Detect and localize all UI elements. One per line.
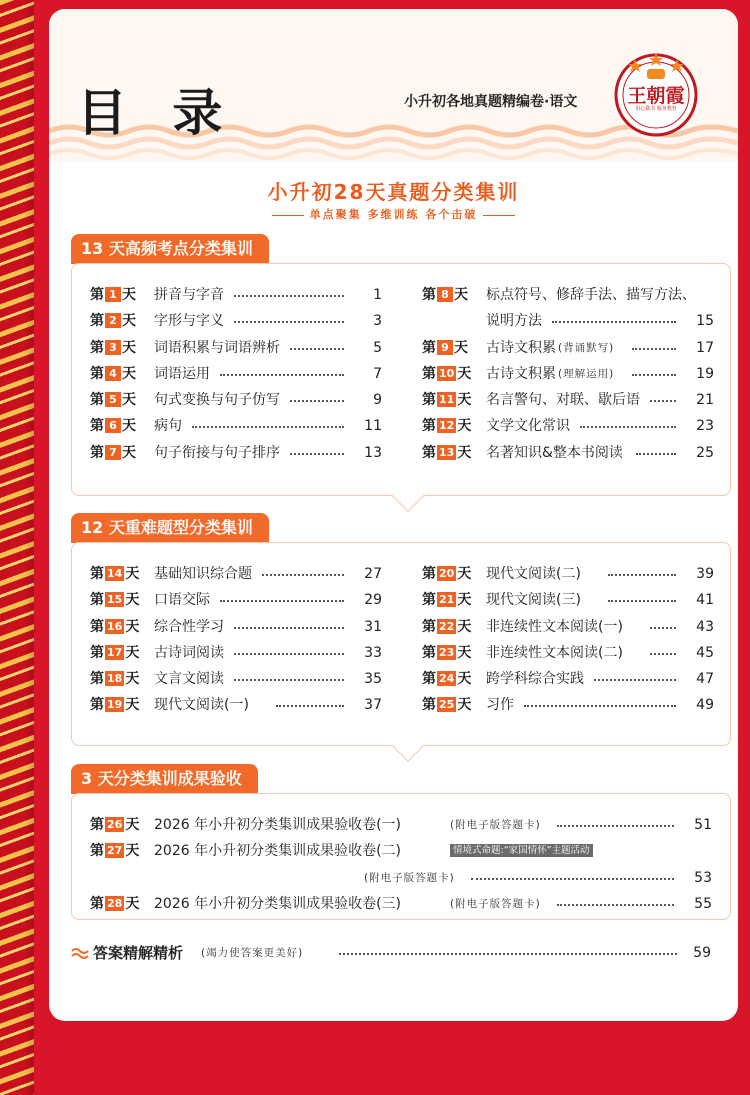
day-prefix: 第 — [422, 592, 436, 609]
day-label — [90, 308, 136, 334]
day-prefix: 第 — [422, 339, 436, 356]
toc-row — [90, 440, 382, 466]
day-number: 27 — [107, 844, 123, 858]
leader-dots — [650, 627, 676, 629]
day-number: 8 — [437, 287, 453, 302]
day-label — [90, 387, 136, 413]
page-number: 35 — [364, 671, 382, 688]
day-suffix: 天 — [125, 843, 140, 860]
topic-title: 句式变换与句子仿写 — [154, 392, 280, 409]
day-suffix: 天 — [457, 618, 472, 635]
day-prefix: 第 — [90, 895, 104, 912]
leader-dots — [192, 426, 344, 428]
page-number: 13 — [364, 444, 382, 461]
toc-row — [422, 692, 714, 718]
section-1-left-column — [90, 282, 382, 466]
logo-text: 王朝霞 — [627, 85, 685, 107]
leader-dots — [290, 348, 344, 350]
leader-dots — [234, 627, 344, 629]
day-prefix: 第 — [90, 671, 104, 688]
page-number: 15 — [696, 313, 714, 330]
toc-row — [422, 640, 714, 666]
topic-note: (附电子版答题卡) — [364, 871, 455, 884]
day-number: 5 — [105, 392, 121, 407]
toc-row — [90, 812, 712, 838]
topic-title: 2026 年小升初分类集训成果验收卷(一) — [154, 817, 402, 833]
day-number: 6 — [105, 418, 121, 433]
day-number: 11 — [439, 393, 455, 407]
answers-note: (竭力使答案更美好) — [201, 947, 304, 959]
leader-dots — [234, 653, 344, 655]
day-number: 13 — [439, 445, 455, 459]
day-prefix: 第 — [422, 644, 436, 661]
section-2-box — [71, 542, 731, 746]
topic-title: 基础知识综合题 — [154, 566, 252, 582]
page-number: 43 — [696, 618, 714, 635]
section-2-right-column — [422, 561, 714, 719]
topic-title: 句子衔接与句子排序 — [154, 444, 280, 461]
leader-dots — [636, 453, 676, 455]
day-suffix: 天 — [454, 287, 468, 303]
day-number: 2 — [105, 313, 121, 328]
day-label — [422, 282, 468, 308]
day-label — [90, 838, 139, 864]
leader-dots — [557, 825, 674, 827]
day-label — [90, 640, 139, 666]
day-prefix: 第 — [422, 444, 436, 461]
day-number: 22 — [439, 619, 455, 633]
leader-dots — [632, 374, 676, 376]
page-number: 45 — [696, 644, 714, 661]
topic-title: 非连续性文本阅读(二) — [486, 644, 623, 661]
page-title: 目 录 — [77, 84, 237, 142]
day-suffix: 天 — [122, 418, 136, 435]
section-3-rows — [90, 812, 712, 917]
toc-row — [422, 666, 714, 692]
toc-row — [422, 335, 714, 361]
leader-dots — [471, 878, 674, 880]
leader-dots — [234, 679, 344, 681]
day-number: 15 — [107, 593, 123, 607]
toc-row — [422, 561, 714, 587]
day-prefix: 第 — [422, 566, 436, 582]
topic-title: 词语运用 — [154, 365, 210, 382]
topic-title: 现代文阅读(二) — [486, 566, 581, 582]
toc-row — [90, 692, 382, 718]
leader-dots — [220, 600, 344, 602]
page-number: 3 — [373, 313, 382, 330]
box-notch — [391, 728, 425, 762]
day-label — [422, 361, 471, 387]
day-label — [90, 614, 139, 640]
day-label — [90, 812, 139, 838]
day-suffix: 天 — [122, 392, 136, 409]
topic-title: 名著知识&整本书阅读 — [486, 444, 623, 461]
toc-row — [90, 640, 382, 666]
topic-note: (附电子版答题卡) — [450, 897, 541, 910]
series-name: 小升初各地真题精编卷·语文 — [404, 94, 578, 110]
leader-dots — [580, 426, 676, 428]
day-label — [422, 614, 471, 640]
toc-row — [90, 614, 382, 640]
day-prefix: 第 — [90, 592, 104, 609]
toc-row — [90, 361, 382, 387]
section-2-left-column — [90, 561, 382, 719]
day-suffix: 天 — [457, 365, 472, 382]
answers-page: 59 — [693, 945, 711, 961]
day-prefix: 第 — [422, 671, 436, 688]
day-number: 14 — [107, 567, 123, 580]
page-number: 53 — [694, 869, 712, 886]
leader-dots — [650, 653, 676, 655]
page-number: 47 — [696, 671, 714, 688]
publisher-logo — [611, 47, 701, 139]
day-prefix: 第 — [90, 644, 104, 661]
day-number: 3 — [105, 340, 121, 355]
day-label — [422, 666, 471, 692]
toc-row — [422, 361, 714, 387]
section-1-box — [71, 263, 731, 496]
day-number: 20 — [439, 567, 455, 580]
day-label — [90, 413, 136, 439]
toc-row — [90, 587, 382, 613]
decorative-stripes — [0, 0, 34, 1095]
logo-subtext: 用心做书 服务教育 — [635, 106, 677, 112]
page-number: 31 — [364, 618, 382, 635]
section-3-box — [71, 793, 731, 920]
day-label — [90, 891, 139, 917]
leader-dots — [557, 904, 674, 906]
day-prefix: 第 — [90, 339, 104, 356]
leader-dots — [276, 705, 344, 707]
day-number: 4 — [105, 366, 121, 381]
day-prefix: 第 — [422, 618, 436, 635]
topic-title: 口语交际 — [154, 592, 210, 609]
topic-title: 拼音与字音 — [154, 287, 224, 303]
answers-title: 答案精解精析 — [93, 944, 184, 962]
topic-title: 词语积累与词语辨析 — [154, 339, 280, 356]
page-number: 9 — [373, 392, 382, 409]
day-suffix: 天 — [457, 697, 472, 714]
toc-row — [422, 387, 714, 413]
page-number: 23 — [696, 418, 714, 435]
topic-title: 文言文阅读 — [154, 671, 224, 688]
toc-row — [90, 865, 712, 891]
page-number: 49 — [696, 697, 714, 714]
topic-note: (背诵默写) — [558, 341, 615, 354]
page-number: 17 — [696, 339, 714, 356]
day-number: 12 — [439, 419, 455, 433]
day-number: 9 — [437, 340, 453, 355]
day-label — [90, 282, 136, 308]
day-number: 19 — [107, 698, 123, 712]
toc-row — [422, 440, 714, 466]
page-number: 39 — [696, 566, 714, 582]
topic-title: 标点符号、修辞手法、描写方法、 — [486, 287, 696, 303]
scenario-badge: 情境式命题:“家国情怀”主题活动 — [450, 844, 593, 857]
toc-row — [90, 282, 382, 308]
day-prefix: 第 — [422, 418, 436, 435]
page-number: 25 — [696, 444, 714, 461]
toc-row — [422, 308, 714, 334]
day-number: 25 — [439, 698, 455, 712]
day-suffix: 天 — [457, 392, 472, 409]
topic-title: 字形与字义 — [154, 313, 224, 330]
leader-dots — [594, 679, 676, 681]
topic-title: 文学文化常识 — [486, 418, 570, 435]
day-suffix: 天 — [122, 313, 136, 330]
topic-title: 习作 — [486, 697, 514, 714]
topic-title: 2026 年小升初分类集训成果验收卷(二) — [154, 843, 402, 860]
leader-dots — [524, 705, 676, 707]
page-number: 1 — [373, 287, 382, 303]
leader-dots — [234, 295, 344, 297]
page-number: 5 — [373, 339, 382, 356]
leader-dots — [290, 400, 344, 402]
wave-icon — [71, 947, 89, 959]
topic-title: 名言警句、对联、歇后语 — [486, 392, 640, 409]
day-suffix: 天 — [457, 592, 472, 609]
day-prefix: 第 — [90, 365, 104, 382]
page-number: 11 — [364, 418, 382, 435]
day-prefix: 第 — [422, 392, 436, 409]
day-prefix: 第 — [90, 697, 104, 714]
leader-dots — [262, 574, 344, 576]
day-prefix: 第 — [90, 817, 104, 833]
day-label — [422, 692, 471, 718]
day-prefix: 第 — [90, 843, 104, 860]
day-number: 18 — [107, 672, 123, 686]
toc-row — [90, 308, 382, 334]
day-suffix: 天 — [122, 287, 136, 303]
day-prefix: 第 — [90, 313, 104, 330]
day-label — [422, 335, 468, 361]
section-1-right-column — [422, 282, 714, 466]
day-label — [422, 413, 471, 439]
day-label — [422, 387, 471, 413]
topic-note: (附电子版答题卡) — [450, 819, 541, 831]
leader-dots — [552, 321, 676, 323]
leader-dots — [220, 374, 344, 376]
toc-row — [90, 838, 712, 864]
day-number: 23 — [439, 645, 455, 659]
leader-dots — [608, 574, 676, 576]
day-suffix: 天 — [457, 671, 472, 688]
main-title: 小升初28天真题分类集训 — [267, 180, 520, 204]
topic-title: 现代文阅读(三) — [486, 592, 581, 609]
day-suffix: 天 — [125, 697, 140, 714]
leader-dots — [339, 953, 677, 955]
leader-dots — [632, 348, 676, 350]
day-label — [90, 440, 136, 466]
day-number: 7 — [105, 445, 121, 460]
page-number: 55 — [694, 895, 712, 912]
leader-dots — [650, 400, 676, 402]
day-suffix: 天 — [125, 644, 140, 661]
topic-title: 2026 年小升初分类集训成果验收卷(三) — [154, 895, 402, 912]
day-suffix: 天 — [454, 339, 468, 356]
topic-title: 病句 — [154, 418, 182, 435]
day-number: 17 — [107, 645, 123, 659]
toc-page — [49, 9, 738, 1021]
toc-row — [90, 335, 382, 361]
day-prefix: 第 — [90, 618, 104, 635]
topic-title: 古诗文积累 — [486, 365, 556, 382]
toc-row — [422, 413, 714, 439]
toc-row — [422, 614, 714, 640]
leader-dots — [290, 453, 344, 455]
topic-title: 跨学科综合实践 — [486, 671, 584, 688]
day-prefix: 第 — [90, 444, 104, 461]
section-2-tag: 12 天重难题型分类集训 — [71, 513, 269, 543]
topic-title: 综合性学习 — [154, 618, 224, 635]
day-prefix: 第 — [90, 392, 104, 409]
day-suffix: 天 — [457, 418, 472, 435]
day-suffix: 天 — [125, 566, 140, 582]
day-number: 21 — [439, 593, 455, 607]
day-number: 28 — [107, 896, 123, 910]
page-number: 27 — [364, 566, 382, 582]
day-prefix: 第 — [90, 287, 104, 303]
topic-title: 古诗文积累 — [486, 339, 556, 356]
day-number: 10 — [439, 366, 455, 380]
day-label — [90, 692, 139, 718]
toc-row — [90, 666, 382, 692]
day-suffix: 天 — [125, 592, 140, 609]
day-label — [422, 440, 471, 466]
day-number: 26 — [107, 818, 123, 831]
toc-row — [422, 282, 714, 308]
day-suffix: 天 — [457, 444, 472, 461]
day-prefix: 第 — [90, 418, 104, 435]
subtitle: 单点聚集 多维训练 各个击破 — [49, 206, 738, 222]
day-suffix: 天 — [122, 444, 136, 461]
toc-row — [90, 413, 382, 439]
day-label — [422, 640, 471, 666]
toc-row — [90, 891, 712, 917]
day-suffix: 天 — [125, 671, 140, 688]
page-number: 37 — [364, 697, 382, 714]
day-suffix: 天 — [122, 365, 136, 382]
day-suffix: 天 — [125, 618, 140, 635]
day-suffix: 天 — [122, 339, 136, 356]
day-number: 24 — [439, 672, 455, 686]
page-number: 21 — [696, 392, 714, 409]
toc-row — [422, 587, 714, 613]
day-suffix: 天 — [125, 817, 140, 833]
day-suffix: 天 — [125, 895, 140, 912]
page-number: 7 — [373, 365, 382, 382]
day-prefix: 第 — [422, 287, 436, 303]
day-suffix: 天 — [457, 644, 472, 661]
page-number: 33 — [364, 644, 382, 661]
day-label — [90, 666, 139, 692]
day-label — [422, 561, 471, 587]
topic-note: (理解运用) — [558, 367, 615, 380]
section-3-tag: 3 天分类集训成果验收 — [71, 764, 258, 794]
box-notch — [391, 478, 425, 512]
day-suffix: 天 — [457, 566, 472, 582]
page-number: 19 — [696, 365, 714, 382]
toc-row — [90, 387, 382, 413]
topic-title: 说明方法 — [486, 313, 542, 330]
day-label — [90, 361, 136, 387]
day-label — [90, 561, 139, 587]
topic-title: 古诗词阅读 — [154, 644, 224, 661]
answers-entry — [71, 940, 731, 966]
leader-dots — [234, 321, 344, 323]
day-number: 1 — [105, 287, 121, 302]
page-number: 51 — [694, 817, 712, 833]
day-prefix: 第 — [90, 566, 104, 582]
page-number: 41 — [696, 592, 714, 609]
day-label — [90, 335, 136, 361]
day-label — [90, 587, 139, 613]
topic-title: 现代文阅读(一) — [154, 697, 249, 714]
day-prefix: 第 — [422, 365, 436, 382]
page-number: 29 — [364, 592, 382, 609]
topic-title: 非连续性文本阅读(一) — [486, 618, 623, 635]
day-label — [422, 587, 471, 613]
day-number: 16 — [107, 619, 123, 633]
section-1-tag: 13 天高频考点分类集训 — [71, 234, 269, 264]
day-prefix: 第 — [422, 697, 436, 714]
leader-dots — [608, 600, 676, 602]
toc-row — [90, 561, 382, 587]
